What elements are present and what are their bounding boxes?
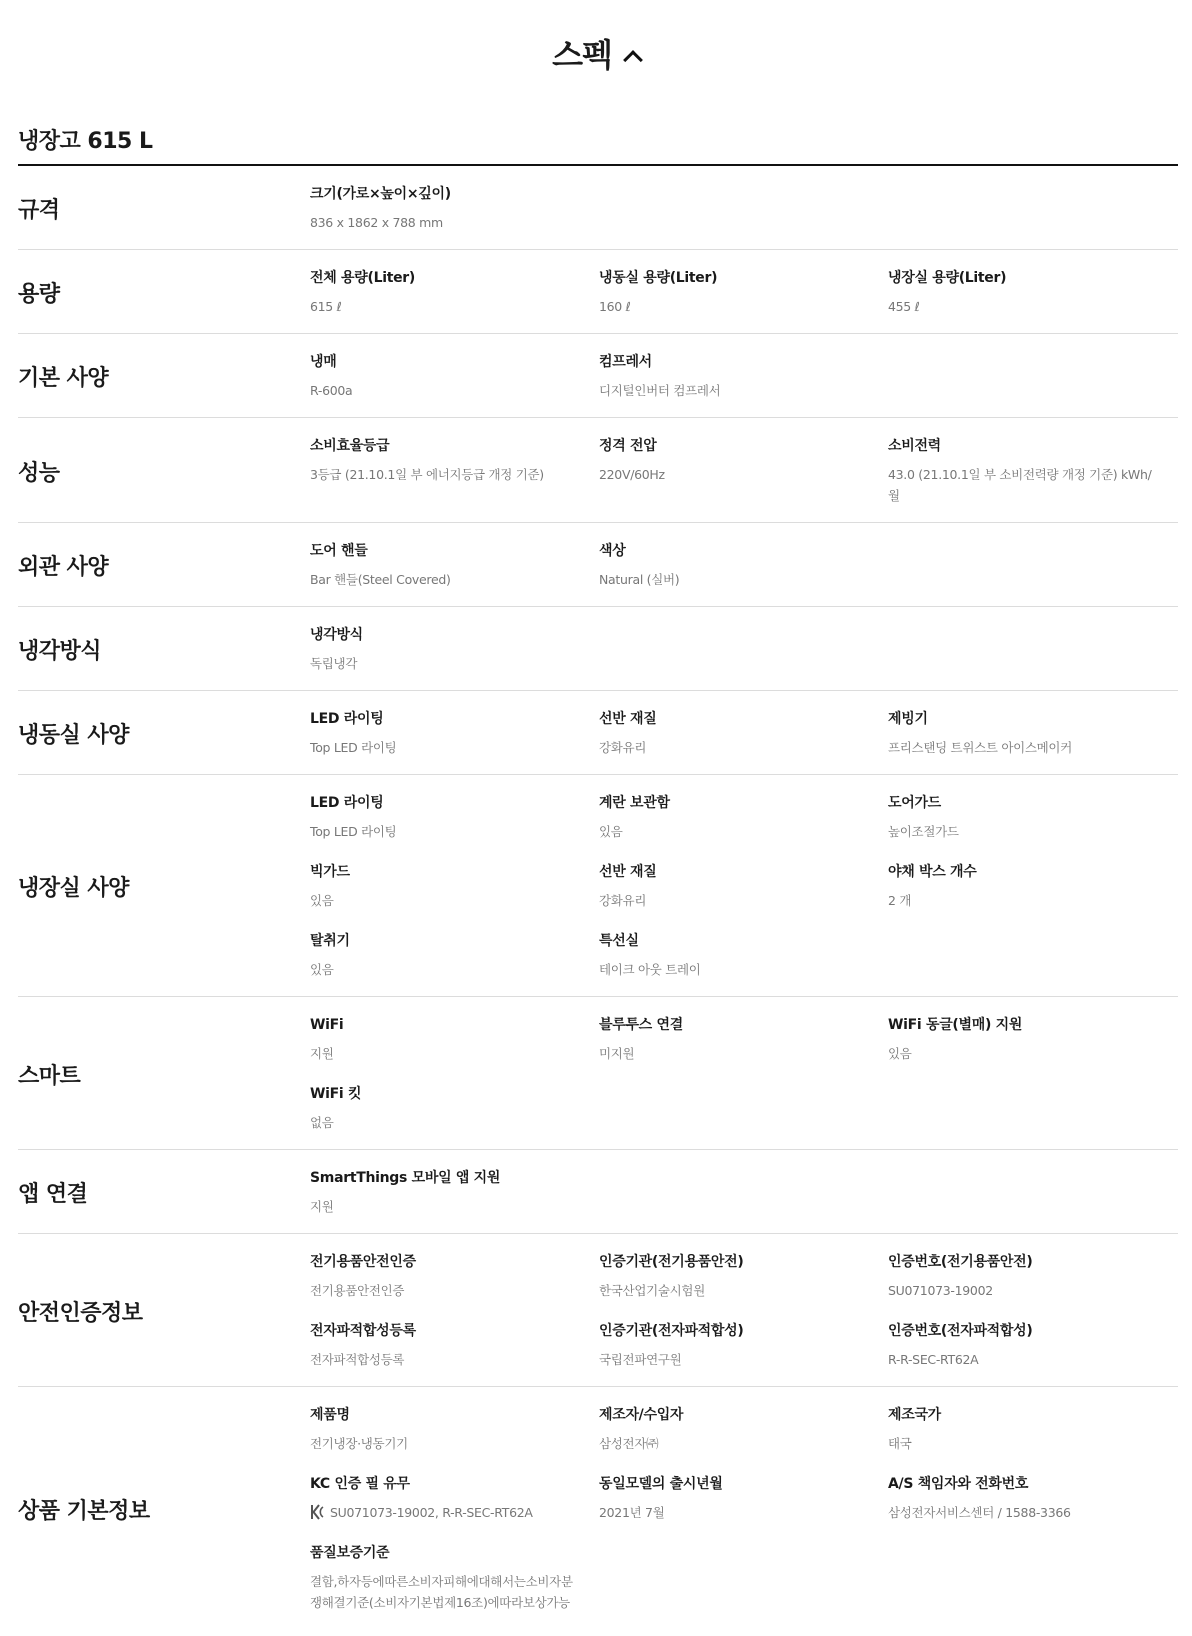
spec-item — [310, 1084, 599, 1133]
spec-item-label: WiFi 동글(별매) 지원 — [888, 1017, 1023, 1033]
spec-item-label: A/S 책임자와 전화번호 — [888, 1476, 1029, 1492]
spec-row-label: 스마트 — [18, 1063, 81, 1089]
spec-item — [599, 1405, 888, 1454]
spec-item-label: 인증번호(전기용품안전) — [888, 1254, 1033, 1270]
spec-item-label: LED 라이팅 — [310, 711, 384, 727]
spec-item — [310, 1252, 599, 1301]
spec-item-label: WiFi — [310, 1017, 344, 1033]
spec-item — [888, 862, 1178, 911]
spec-item-label: 냉장실 용량(Liter) — [888, 270, 1007, 286]
spec-item — [310, 1168, 599, 1217]
spec-item-label: SmartThings 모바일 앱 지원 — [310, 1170, 501, 1186]
spec-item — [310, 793, 599, 842]
spec-row — [18, 1387, 1178, 1629]
spec-section-toggle[interactable] — [0, 30, 1192, 76]
spec-row — [18, 607, 1178, 691]
kc-mark-icon — [310, 1504, 324, 1520]
spec-item-label: 특선실 — [599, 933, 639, 949]
spec-item-label: 빅가드 — [310, 864, 350, 880]
spec-item-label: 동일모델의 출시년월 — [599, 1476, 723, 1492]
spec-row — [18, 775, 1178, 997]
spec-item-label: LED 라이팅 — [310, 795, 384, 811]
spec-row-label: 냉장실 사양 — [18, 876, 129, 901]
spec-item — [310, 352, 599, 401]
spec-item-value: 455 ℓ — [888, 299, 920, 314]
spec-item-label: 전체 용량(Liter) — [310, 270, 415, 286]
product-title: 냉장고 615 L — [18, 129, 153, 154]
spec-row-items — [310, 184, 1178, 233]
spec-item-value: SU071073-19002 — [888, 1283, 993, 1298]
spec-item — [310, 436, 599, 506]
chevron-up-icon — [623, 50, 643, 70]
spec-row-items — [310, 793, 1178, 980]
spec-item-value: Natural (실버) — [599, 572, 680, 587]
spec-item — [599, 1474, 888, 1523]
spec-row — [18, 418, 1178, 523]
spec-item — [599, 1015, 888, 1064]
spec-item-value — [310, 1502, 599, 1523]
spec-item — [599, 268, 888, 317]
spec-item — [888, 1252, 1178, 1301]
spec-item — [310, 1474, 599, 1523]
spec-item — [888, 1321, 1178, 1370]
spec-item-label: 크기(가로×높이×깊이) — [310, 186, 451, 202]
spec-row-items — [310, 625, 1178, 674]
spec-row-items — [310, 1252, 1178, 1370]
spec-row-items — [310, 541, 1178, 590]
spec-item — [310, 862, 599, 911]
spec-item-value: 전자파적합성등록 — [310, 1352, 405, 1367]
spec-item-label: 인증기관(전기용품안전) — [599, 1254, 744, 1270]
spec-item-value: 없음 — [310, 1115, 334, 1130]
spec-item-value: 높이조절가드 — [888, 824, 959, 839]
spec-item-value: 2 개 — [888, 893, 912, 908]
spec-item-label: 냉매 — [310, 354, 337, 370]
spec-row-label: 기본 사양 — [18, 366, 109, 391]
spec-item-value: 전기냉장·냉동기기 — [310, 1436, 408, 1451]
spec-item-label: 냉동실 용량(Liter) — [599, 270, 718, 286]
spec-item-value: 프리스탠딩 트위스트 아이스메이커 — [888, 740, 1072, 755]
spec-row-items — [310, 1405, 1178, 1613]
spec-row-items — [310, 352, 1178, 401]
spec-row-items — [310, 709, 1178, 758]
spec-item-label: 계란 보관함 — [599, 795, 670, 811]
spec-row-items — [310, 1015, 1178, 1133]
spec-item-label: 컴프레서 — [599, 354, 652, 370]
spec-item-value: 있음 — [599, 824, 623, 839]
spec-row — [18, 166, 1178, 250]
spec-item — [310, 1405, 599, 1454]
spec-item — [310, 184, 599, 233]
spec-item-value: 2021년 7월 — [599, 1505, 665, 1520]
spec-row-label: 성능 — [18, 460, 60, 486]
spec-item-value: Bar 핸들(Steel Covered) — [310, 572, 451, 587]
spec-item — [599, 541, 888, 590]
spec-item-label: 도어가드 — [888, 795, 941, 811]
spec-row-label: 냉각방식 — [18, 639, 102, 664]
spec-item-label: 도어 핸들 — [310, 543, 368, 559]
spec-item-value: 지원 — [310, 1046, 334, 1061]
spec-item-value: 3등급 (21.10.1일 부 에너지등급 개정 기준) — [310, 467, 544, 482]
spec-item — [599, 1321, 888, 1370]
spec-item-label: 탈취기 — [310, 933, 350, 949]
spec-row-items — [310, 268, 1178, 317]
spec-item-value: 디지털인버터 컴프레서 — [599, 383, 721, 398]
spec-item-value: 전기용품안전인증 — [310, 1283, 405, 1298]
spec-item — [599, 793, 888, 842]
spec-row-label: 상품 기본정보 — [18, 1498, 150, 1524]
spec-item — [310, 268, 599, 317]
spec-item — [888, 268, 1178, 317]
spec-item-value: 독립냉각 — [310, 656, 358, 671]
spec-item-value: 강화유리 — [599, 893, 647, 908]
spec-item-label: 인증기관(전자파적합성) — [599, 1323, 744, 1339]
spec-item-value: 220V/60Hz — [599, 467, 665, 482]
spec-item-label: WiFi 킷 — [310, 1086, 362, 1102]
spec-item-label: 소비효율등급 — [310, 438, 390, 454]
spec-item-label: 야채 박스 개수 — [888, 864, 977, 880]
spec-item — [310, 1543, 599, 1613]
spec-item-value: 있음 — [310, 893, 334, 908]
spec-row-label: 안전인증정보 — [18, 1300, 143, 1326]
spec-item-label: 제품명 — [310, 1407, 350, 1423]
spec-section-title: 스펙 — [552, 36, 612, 74]
spec-item — [888, 709, 1178, 758]
spec-item-value: 한국산업기술시험원 — [599, 1283, 705, 1298]
spec-item-label: 소비전력 — [888, 438, 941, 454]
spec-item-label: 제조국가 — [888, 1407, 941, 1423]
spec-item — [599, 352, 888, 401]
spec-item-label: 냉각방식 — [310, 627, 363, 643]
spec-item-value: 태국 — [888, 1436, 912, 1451]
spec-item — [888, 436, 1178, 506]
spec-item-value: 있음 — [888, 1046, 912, 1061]
spec-item — [310, 541, 599, 590]
spec-row — [18, 523, 1178, 607]
spec-item-label: 색상 — [599, 543, 626, 559]
spec-row-label: 규격 — [18, 198, 60, 223]
spec-item-value: 삼성전자㈜ — [599, 1436, 659, 1451]
spec-item-label: 전기용품안전인증 — [310, 1254, 416, 1270]
spec-item-value: 615 ℓ — [310, 299, 342, 314]
spec-row — [18, 250, 1178, 334]
spec-item-value: 국립전파연구원 — [599, 1352, 682, 1367]
spec-item — [599, 931, 888, 980]
spec-item-value: 있음 — [310, 962, 334, 977]
spec-item-value: R-R-SEC-RT62A — [888, 1352, 979, 1367]
spec-item-value: Top LED 라이팅 — [310, 740, 397, 755]
spec-item — [599, 862, 888, 911]
spec-item-label: 품질보증기준 — [310, 1545, 390, 1561]
spec-row-items — [310, 1168, 1178, 1217]
spec-table — [18, 166, 1178, 1629]
spec-item-label: 인증번호(전자파적합성) — [888, 1323, 1033, 1339]
spec-item-value: 160 ℓ — [599, 299, 631, 314]
spec-item-value-text: SU071073-19002, R-R-SEC-RT62A — [330, 1505, 533, 1520]
spec-row — [18, 1234, 1178, 1387]
spec-item — [888, 793, 1178, 842]
spec-item — [310, 625, 599, 674]
spec-row — [18, 334, 1178, 418]
spec-item-label: KC 인증 필 유무 — [310, 1476, 410, 1492]
spec-row-label: 용량 — [18, 282, 60, 307]
spec-item-label: 제조자/수입자 — [599, 1407, 684, 1423]
spec-item — [888, 1015, 1178, 1064]
spec-item-label: 선반 재질 — [599, 864, 657, 880]
spec-item-label: 블루투스 연결 — [599, 1017, 683, 1033]
spec-item-value: 836 x 1862 x 788 mm — [310, 215, 443, 230]
spec-row — [18, 997, 1178, 1150]
spec-item — [599, 1252, 888, 1301]
spec-item — [310, 1321, 599, 1370]
spec-item-value: Top LED 라이팅 — [310, 824, 397, 839]
spec-item — [599, 709, 888, 758]
spec-item-value: 43.0 (21.10.1일 부 소비전력량 개정 기준) kWh/월 — [888, 467, 1152, 503]
spec-row — [18, 1150, 1178, 1234]
spec-item — [888, 1405, 1178, 1454]
spec-item-value: 삼성전자서비스센터 / 1588-3366 — [888, 1505, 1071, 1520]
spec-item-value: 테이크 아웃 트레이 — [599, 962, 701, 977]
spec-item-label: 전자파적합성등록 — [310, 1323, 416, 1339]
spec-item — [310, 709, 599, 758]
spec-item-value: 강화유리 — [599, 740, 647, 755]
spec-item — [599, 436, 888, 506]
spec-item-label: 제빙기 — [888, 711, 928, 727]
spec-item-label: 선반 재질 — [599, 711, 657, 727]
spec-item-label: 정격 전압 — [599, 438, 657, 454]
spec-row-label: 냉동실 사양 — [18, 723, 129, 748]
spec-row-items — [310, 436, 1178, 506]
spec-item-value: R-600a — [310, 383, 353, 398]
spec-item — [310, 931, 599, 980]
spec-row — [18, 691, 1178, 775]
spec-row-label: 앱 연결 — [18, 1182, 88, 1207]
spec-item-value: 지원 — [310, 1199, 334, 1214]
spec-item-value: 결함,하자등에따른소비자피해에대해서는소비자분쟁해결기준(소비자기본법제16조)에따라보상가능 — [310, 1574, 573, 1610]
spec-item — [888, 1474, 1178, 1523]
spec-row-label: 외관 사양 — [18, 555, 109, 580]
spec-item-value: 미지원 — [599, 1046, 635, 1061]
spec-item — [310, 1015, 599, 1064]
